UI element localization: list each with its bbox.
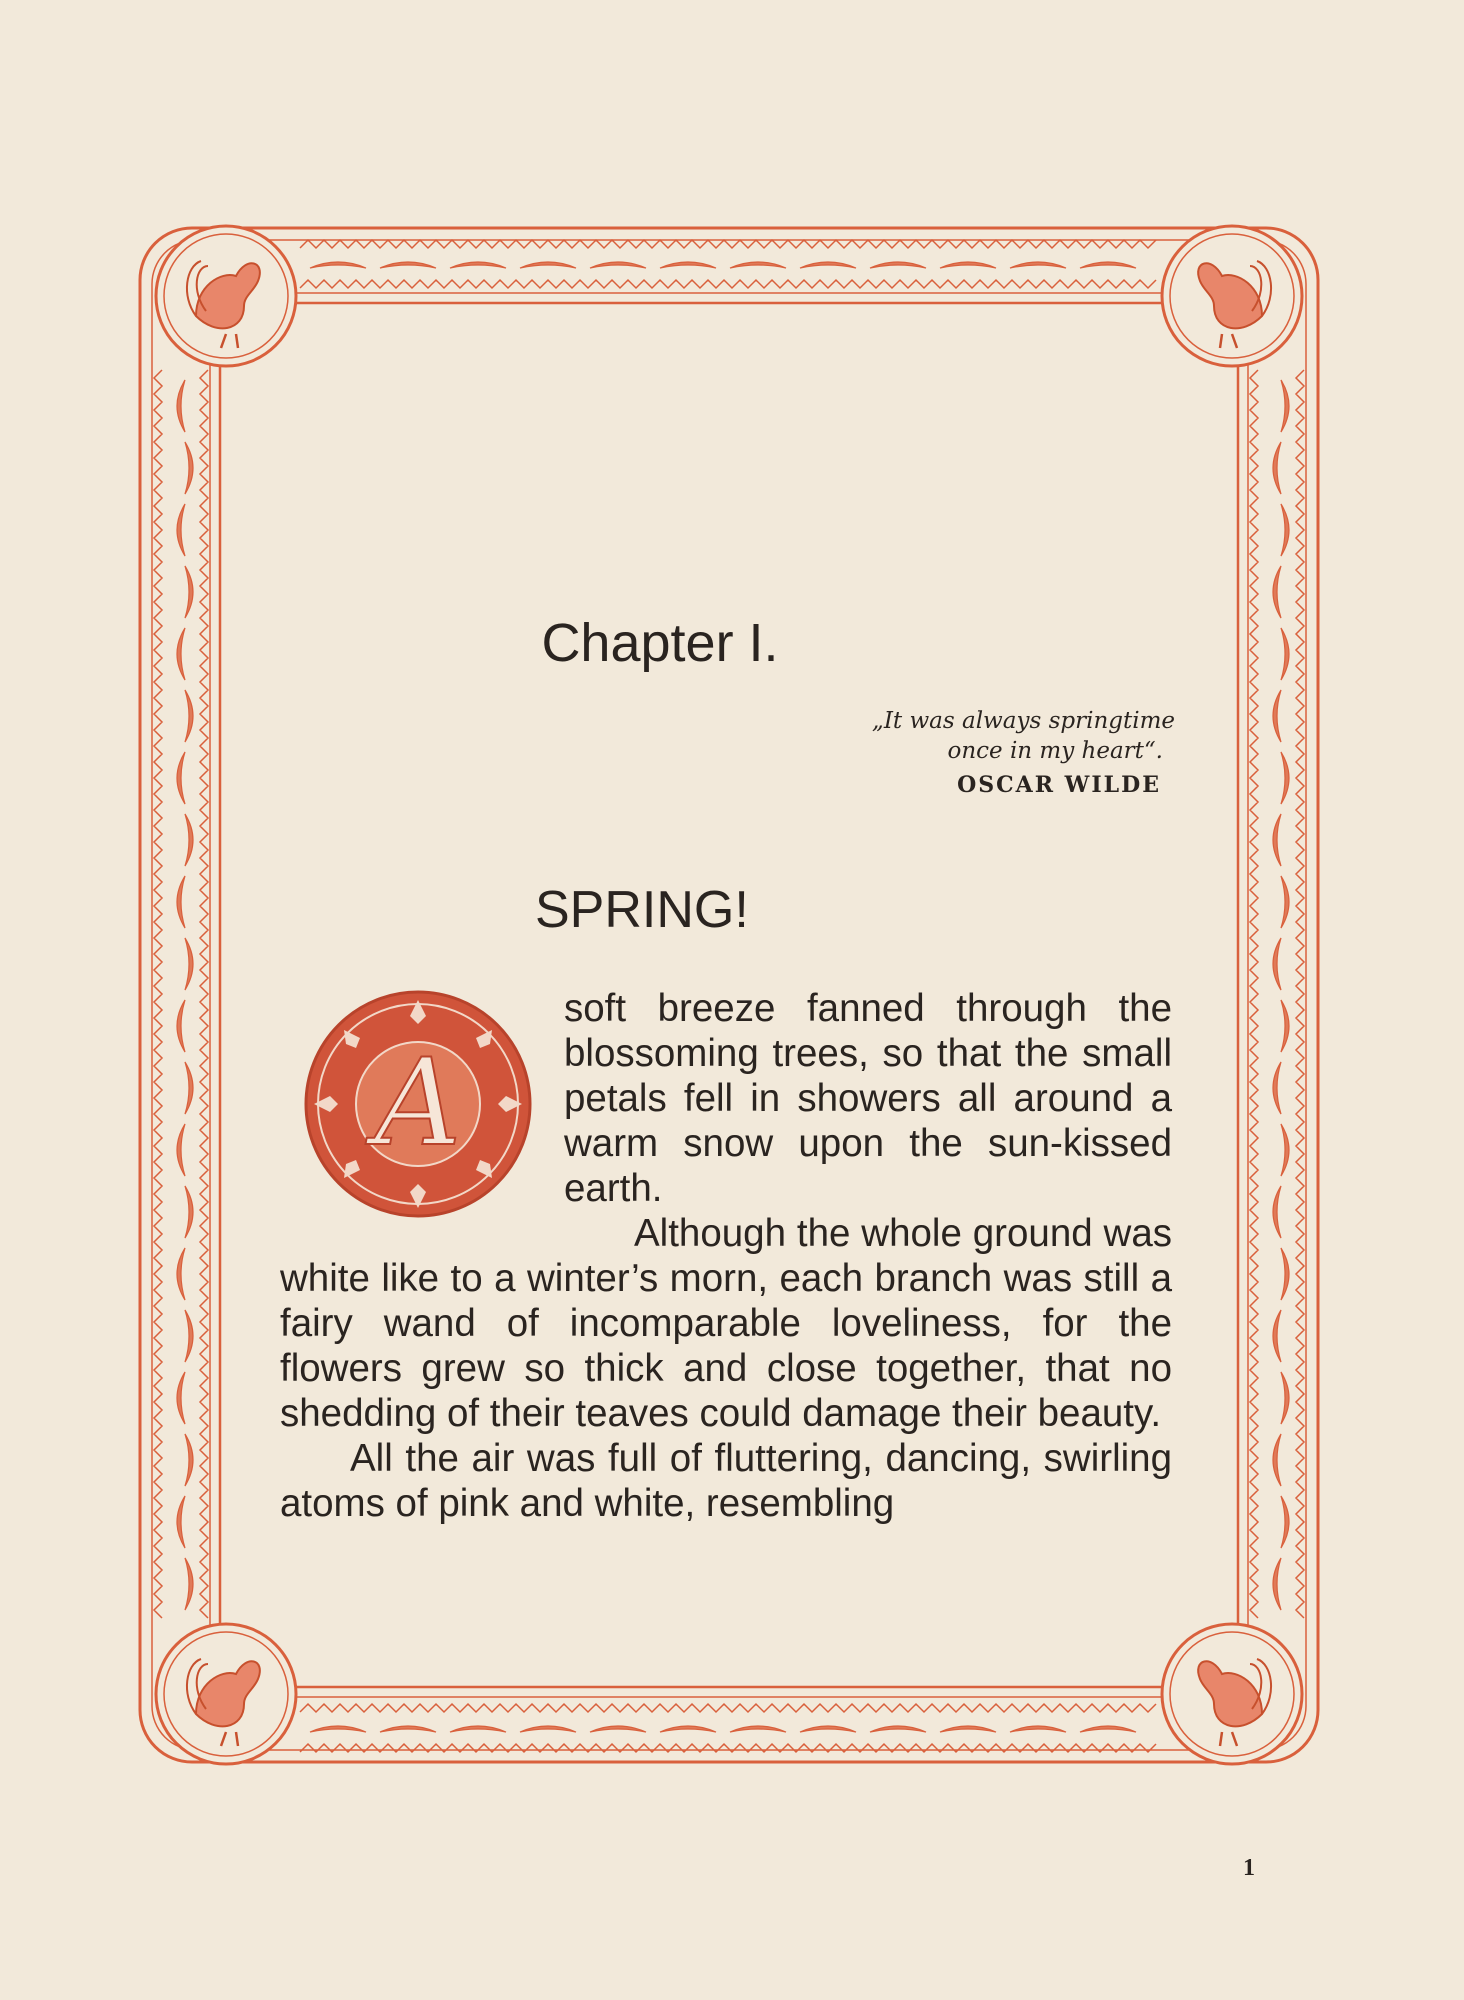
paragraph: soft breeze fanned through the blossoming trees, so that the small petals fell in showers all around a warm snow upon the sun-kissed earth. [564,987,1172,1210]
rooster-icon [156,226,296,366]
epigraph-line: „It was always springtime [871,708,1175,734]
rooster-icon [1162,1624,1302,1764]
epigraph-line: once in my heart“. [947,738,1163,764]
drop-cap [280,986,564,1221]
rooster-icon [1162,226,1302,366]
body-text [280,986,1172,1526]
drop-cap-letter: A [374,1034,462,1173]
paragraph: Although the whole ground was white like to a winter’s morn, each branch was still a fairy wand of incomparable loveliness, for the flowers grew so thick and close together, that no shedding of their teaves could damage their beauty. [280,1212,1172,1435]
epigraph-author: OSCAR WILDE [957,772,1161,798]
page-number: 1 [1243,1855,1255,1881]
section-heading: SPRING! [535,881,749,939]
chapter-title: Chapter I. [541,613,779,673]
epigraph [760,706,1175,800]
rooster-icon [156,1624,296,1764]
paragraph: All the air was full of fluttering, dancing, swirling atoms of pink and white, resembling [280,1437,1172,1525]
